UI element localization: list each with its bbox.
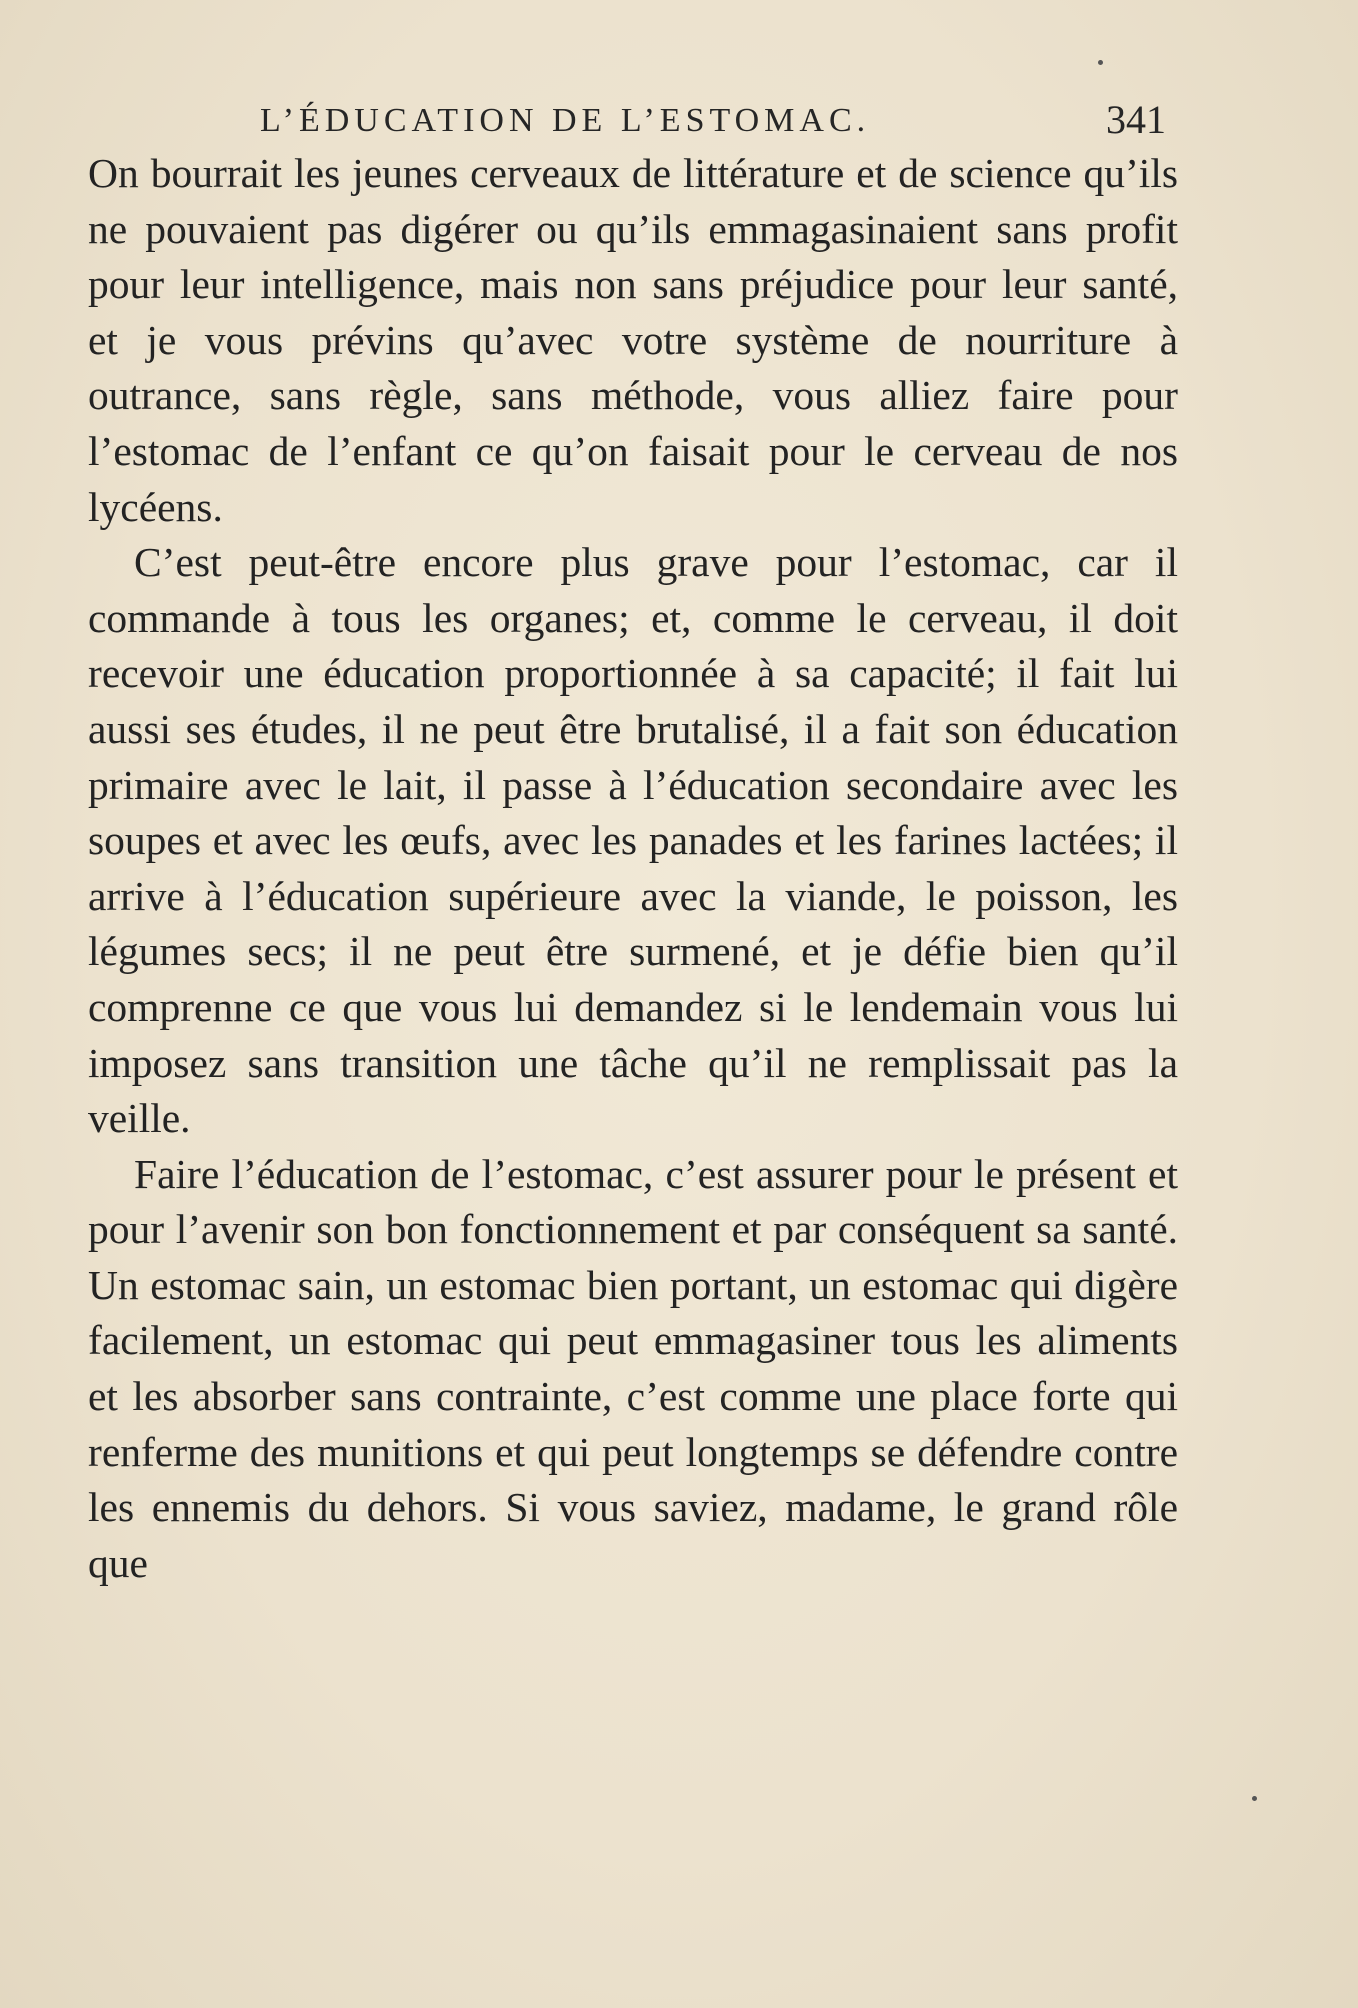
paragraph-3: Faire l’éducation de l’estomac, c’est assurer pour le présent et pour l’avenir son bon fonctionnement et par conséquent sa santé. Un estomac sain, un estomac bien portant, un estomac qui digère facilement, un estomac qui peut emmagasiner tous les aliments et les absorber sans contrainte, c’est comme une place forte qui renferme des munitions et qui peut longtemps se défendre contre les ennemis du dehors. Si vous saviez, madame, le grand rôle que	[88, 1150, 1178, 1586]
paragraph-1: On bourrait les jeunes cerveaux de littérature et de science qu’ils ne pouvaient pas digérer ou qu’ils emmagasinaient sans profit pour leur intelligence, mais non sans préjudice pour leur santé, et je vous prévins qu’avec votre système de nourriture à outrance, sans règle, sans méthode, vous alliez faire pour l’estomac de l’enfant ce qu’on faisait pour le cerveau de nos lycéens.	[88, 150, 1178, 530]
paper-speck	[1098, 60, 1103, 65]
paper-speck	[1252, 1796, 1257, 1801]
page-number: 341	[1106, 97, 1166, 142]
running-title: L’ÉDUCATION DE L’ESTOMAC.	[260, 102, 871, 139]
body-text	[88, 146, 1178, 1591]
paragraph-2: C’est peut-être encore plus grave pour l’estomac, car il commande à tous les organes; et, comme le cerveau, il doit recevoir une éducation proportionnée à sa capacité; il fait lui aussi ses études, il ne peut être brutalisé, il a fait son éducation primaire avec le lait, il passe à l’éducation secondaire avec les soupes et avec les œufs, avec les panades et les farines lactées; il arrive à l’éducation supérieure avec la viande, le poisson, les légumes secs; il ne peut être surmené, et je défie bien qu’il comprenne ce que vous lui demandez si le lendemain vous lui imposez sans transition une tâche qu’il ne remplissait pas la veille.	[88, 539, 1178, 1142]
page-header	[90, 96, 1166, 146]
